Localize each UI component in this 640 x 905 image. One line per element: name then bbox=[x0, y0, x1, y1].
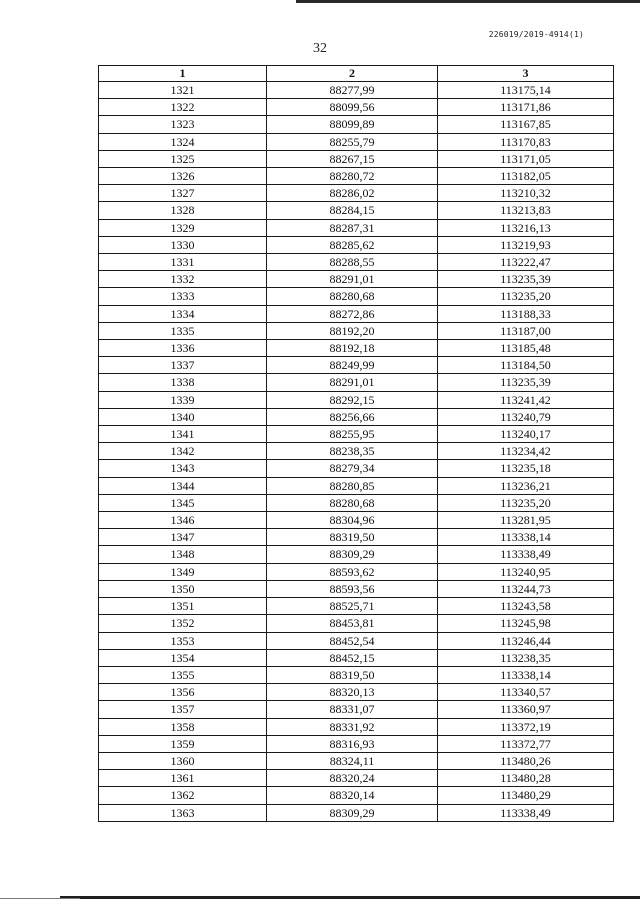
cell-x-coordinate: 88320,24 bbox=[267, 770, 438, 787]
cell-y-coordinate: 113171,86 bbox=[438, 99, 614, 116]
coordinates-table-container bbox=[98, 65, 613, 822]
cell-x-coordinate: 88319,50 bbox=[267, 529, 438, 546]
cell-x-coordinate: 88280,85 bbox=[267, 477, 438, 494]
table-row bbox=[99, 477, 614, 494]
top-border-line bbox=[296, 0, 640, 3]
cell-point-number: 1339 bbox=[99, 391, 267, 408]
cell-y-coordinate: 113184,50 bbox=[438, 357, 614, 374]
cell-y-coordinate: 113281,95 bbox=[438, 512, 614, 529]
cell-x-coordinate: 88593,62 bbox=[267, 563, 438, 580]
cell-y-coordinate: 113240,95 bbox=[438, 563, 614, 580]
cell-point-number: 1354 bbox=[99, 649, 267, 666]
cell-point-number: 1332 bbox=[99, 271, 267, 288]
cell-y-coordinate: 113480,28 bbox=[438, 770, 614, 787]
cell-y-coordinate: 113235,20 bbox=[438, 494, 614, 511]
cell-x-coordinate: 88099,89 bbox=[267, 116, 438, 133]
cell-y-coordinate: 113171,05 bbox=[438, 150, 614, 167]
cell-y-coordinate: 113236,21 bbox=[438, 477, 614, 494]
cell-point-number: 1363 bbox=[99, 804, 267, 821]
cell-x-coordinate: 88288,55 bbox=[267, 254, 438, 271]
table-row bbox=[99, 804, 614, 821]
table-row bbox=[99, 202, 614, 219]
cell-point-number: 1360 bbox=[99, 752, 267, 769]
cell-x-coordinate: 88320,14 bbox=[267, 787, 438, 804]
cell-point-number: 1351 bbox=[99, 598, 267, 615]
cell-x-coordinate: 88277,99 bbox=[267, 82, 438, 99]
table-row bbox=[99, 288, 614, 305]
cell-point-number: 1355 bbox=[99, 666, 267, 683]
cell-point-number: 1356 bbox=[99, 684, 267, 701]
cell-y-coordinate: 113175,14 bbox=[438, 82, 614, 99]
table-row bbox=[99, 787, 614, 804]
table-row bbox=[99, 168, 614, 185]
document-id: 226019/2019-4914(1) bbox=[488, 30, 584, 39]
cell-point-number: 1353 bbox=[99, 632, 267, 649]
cell-x-coordinate: 88249,99 bbox=[267, 357, 438, 374]
cell-y-coordinate: 113210,32 bbox=[438, 185, 614, 202]
cell-y-coordinate: 113338,14 bbox=[438, 666, 614, 683]
cell-x-coordinate: 88316,93 bbox=[267, 735, 438, 752]
cell-x-coordinate: 88267,15 bbox=[267, 150, 438, 167]
cell-point-number: 1347 bbox=[99, 529, 267, 546]
cell-y-coordinate: 113234,42 bbox=[438, 443, 614, 460]
table-row bbox=[99, 305, 614, 322]
column-header-1: 1 bbox=[99, 66, 267, 82]
table-row bbox=[99, 512, 614, 529]
page-number: 32 bbox=[313, 41, 327, 56]
table-row bbox=[99, 563, 614, 580]
cell-point-number: 1350 bbox=[99, 580, 267, 597]
cell-y-coordinate: 113246,44 bbox=[438, 632, 614, 649]
cell-y-coordinate: 113245,98 bbox=[438, 615, 614, 632]
cell-point-number: 1342 bbox=[99, 443, 267, 460]
cell-x-coordinate: 88291,01 bbox=[267, 374, 438, 391]
cell-y-coordinate: 113340,57 bbox=[438, 684, 614, 701]
cell-x-coordinate: 88255,95 bbox=[267, 426, 438, 443]
table-row bbox=[99, 701, 614, 718]
cell-y-coordinate: 113372,77 bbox=[438, 735, 614, 752]
cell-x-coordinate: 88099,56 bbox=[267, 99, 438, 116]
cell-y-coordinate: 113338,14 bbox=[438, 529, 614, 546]
cell-y-coordinate: 113480,26 bbox=[438, 752, 614, 769]
cell-x-coordinate: 88280,68 bbox=[267, 288, 438, 305]
cell-x-coordinate: 88279,34 bbox=[267, 460, 438, 477]
cell-y-coordinate: 113219,93 bbox=[438, 236, 614, 253]
cell-x-coordinate: 88256,66 bbox=[267, 408, 438, 425]
table-row bbox=[99, 133, 614, 150]
cell-point-number: 1337 bbox=[99, 357, 267, 374]
cell-point-number: 1329 bbox=[99, 219, 267, 236]
table-row bbox=[99, 735, 614, 752]
cell-point-number: 1330 bbox=[99, 236, 267, 253]
cell-y-coordinate: 113235,39 bbox=[438, 271, 614, 288]
cell-y-coordinate: 113480,29 bbox=[438, 787, 614, 804]
cell-y-coordinate: 113222,47 bbox=[438, 254, 614, 271]
cell-y-coordinate: 113187,00 bbox=[438, 322, 614, 339]
table-row bbox=[99, 752, 614, 769]
table-row bbox=[99, 426, 614, 443]
table-row bbox=[99, 374, 614, 391]
cell-y-coordinate: 113213,83 bbox=[438, 202, 614, 219]
bottom-border-line-faint bbox=[0, 898, 80, 899]
table-row bbox=[99, 340, 614, 357]
cell-point-number: 1325 bbox=[99, 150, 267, 167]
cell-y-coordinate: 113185,48 bbox=[438, 340, 614, 357]
cell-point-number: 1361 bbox=[99, 770, 267, 787]
cell-x-coordinate: 88292,15 bbox=[267, 391, 438, 408]
cell-point-number: 1328 bbox=[99, 202, 267, 219]
table-row bbox=[99, 254, 614, 271]
cell-point-number: 1324 bbox=[99, 133, 267, 150]
cell-y-coordinate: 113338,49 bbox=[438, 804, 614, 821]
cell-y-coordinate: 113240,17 bbox=[438, 426, 614, 443]
cell-y-coordinate: 113372,19 bbox=[438, 718, 614, 735]
table-row bbox=[99, 271, 614, 288]
table-body bbox=[99, 82, 614, 822]
table-row bbox=[99, 529, 614, 546]
cell-x-coordinate: 88280,68 bbox=[267, 494, 438, 511]
cell-y-coordinate: 113235,39 bbox=[438, 374, 614, 391]
table-row bbox=[99, 649, 614, 666]
cell-y-coordinate: 113188,33 bbox=[438, 305, 614, 322]
cell-y-coordinate: 113170,83 bbox=[438, 133, 614, 150]
table-row bbox=[99, 408, 614, 425]
table-row bbox=[99, 494, 614, 511]
cell-y-coordinate: 113241,42 bbox=[438, 391, 614, 408]
table-row bbox=[99, 443, 614, 460]
table-row bbox=[99, 460, 614, 477]
column-header-2: 2 bbox=[267, 66, 438, 82]
table-row bbox=[99, 116, 614, 133]
table-row bbox=[99, 598, 614, 615]
cell-x-coordinate: 88319,50 bbox=[267, 666, 438, 683]
table-row bbox=[99, 580, 614, 597]
table-row bbox=[99, 615, 614, 632]
cell-x-coordinate: 88192,18 bbox=[267, 340, 438, 357]
cell-point-number: 1331 bbox=[99, 254, 267, 271]
cell-point-number: 1349 bbox=[99, 563, 267, 580]
cell-y-coordinate: 113360,97 bbox=[438, 701, 614, 718]
column-header-3: 3 bbox=[438, 66, 614, 82]
table-row bbox=[99, 99, 614, 116]
cell-y-coordinate: 113235,20 bbox=[438, 288, 614, 305]
cell-point-number: 1333 bbox=[99, 288, 267, 305]
cell-x-coordinate: 88525,71 bbox=[267, 598, 438, 615]
cell-y-coordinate: 113238,35 bbox=[438, 649, 614, 666]
cell-y-coordinate: 113235,18 bbox=[438, 460, 614, 477]
cell-point-number: 1336 bbox=[99, 340, 267, 357]
cell-point-number: 1357 bbox=[99, 701, 267, 718]
cell-point-number: 1326 bbox=[99, 168, 267, 185]
cell-x-coordinate: 88452,54 bbox=[267, 632, 438, 649]
cell-x-coordinate: 88287,31 bbox=[267, 219, 438, 236]
cell-x-coordinate: 88453,81 bbox=[267, 615, 438, 632]
cell-point-number: 1343 bbox=[99, 460, 267, 477]
table-row bbox=[99, 150, 614, 167]
cell-x-coordinate: 88238,35 bbox=[267, 443, 438, 460]
cell-y-coordinate: 113243,58 bbox=[438, 598, 614, 615]
cell-point-number: 1334 bbox=[99, 305, 267, 322]
cell-x-coordinate: 88286,02 bbox=[267, 185, 438, 202]
table-row bbox=[99, 219, 614, 236]
cell-point-number: 1341 bbox=[99, 426, 267, 443]
cell-point-number: 1323 bbox=[99, 116, 267, 133]
cell-x-coordinate: 88304,96 bbox=[267, 512, 438, 529]
cell-point-number: 1345 bbox=[99, 494, 267, 511]
cell-point-number: 1362 bbox=[99, 787, 267, 804]
cell-x-coordinate: 88255,79 bbox=[267, 133, 438, 150]
cell-x-coordinate: 88192,20 bbox=[267, 322, 438, 339]
cell-point-number: 1327 bbox=[99, 185, 267, 202]
cell-x-coordinate: 88593,56 bbox=[267, 580, 438, 597]
table-row bbox=[99, 357, 614, 374]
cell-x-coordinate: 88285,62 bbox=[267, 236, 438, 253]
cell-y-coordinate: 113240,79 bbox=[438, 408, 614, 425]
cell-point-number: 1335 bbox=[99, 322, 267, 339]
cell-point-number: 1352 bbox=[99, 615, 267, 632]
cell-point-number: 1338 bbox=[99, 374, 267, 391]
cell-point-number: 1348 bbox=[99, 546, 267, 563]
table-row bbox=[99, 185, 614, 202]
cell-y-coordinate: 113167,85 bbox=[438, 116, 614, 133]
cell-x-coordinate: 88452,15 bbox=[267, 649, 438, 666]
cell-y-coordinate: 113244,73 bbox=[438, 580, 614, 597]
cell-point-number: 1321 bbox=[99, 82, 267, 99]
cell-x-coordinate: 88331,92 bbox=[267, 718, 438, 735]
cell-point-number: 1340 bbox=[99, 408, 267, 425]
bottom-border-line bbox=[60, 896, 640, 899]
table-row bbox=[99, 718, 614, 735]
cell-x-coordinate: 88331,07 bbox=[267, 701, 438, 718]
cell-point-number: 1344 bbox=[99, 477, 267, 494]
cell-x-coordinate: 88280,72 bbox=[267, 168, 438, 185]
cell-y-coordinate: 113182,05 bbox=[438, 168, 614, 185]
table-row bbox=[99, 632, 614, 649]
table-row bbox=[99, 770, 614, 787]
cell-x-coordinate: 88272,86 bbox=[267, 305, 438, 322]
cell-x-coordinate: 88291,01 bbox=[267, 271, 438, 288]
cell-y-coordinate: 113216,13 bbox=[438, 219, 614, 236]
cell-x-coordinate: 88324,11 bbox=[267, 752, 438, 769]
cell-x-coordinate: 88309,29 bbox=[267, 804, 438, 821]
cell-x-coordinate: 88309,29 bbox=[267, 546, 438, 563]
cell-point-number: 1346 bbox=[99, 512, 267, 529]
cell-point-number: 1359 bbox=[99, 735, 267, 752]
table-header-row bbox=[99, 66, 614, 82]
table-row bbox=[99, 546, 614, 563]
table-row bbox=[99, 684, 614, 701]
table-row bbox=[99, 322, 614, 339]
cell-point-number: 1322 bbox=[99, 99, 267, 116]
table-row bbox=[99, 236, 614, 253]
cell-point-number: 1358 bbox=[99, 718, 267, 735]
cell-y-coordinate: 113338,49 bbox=[438, 546, 614, 563]
table-row bbox=[99, 82, 614, 99]
table-row bbox=[99, 666, 614, 683]
cell-x-coordinate: 88284,15 bbox=[267, 202, 438, 219]
cell-x-coordinate: 88320,13 bbox=[267, 684, 438, 701]
coordinates-table bbox=[98, 65, 614, 822]
table-row bbox=[99, 391, 614, 408]
